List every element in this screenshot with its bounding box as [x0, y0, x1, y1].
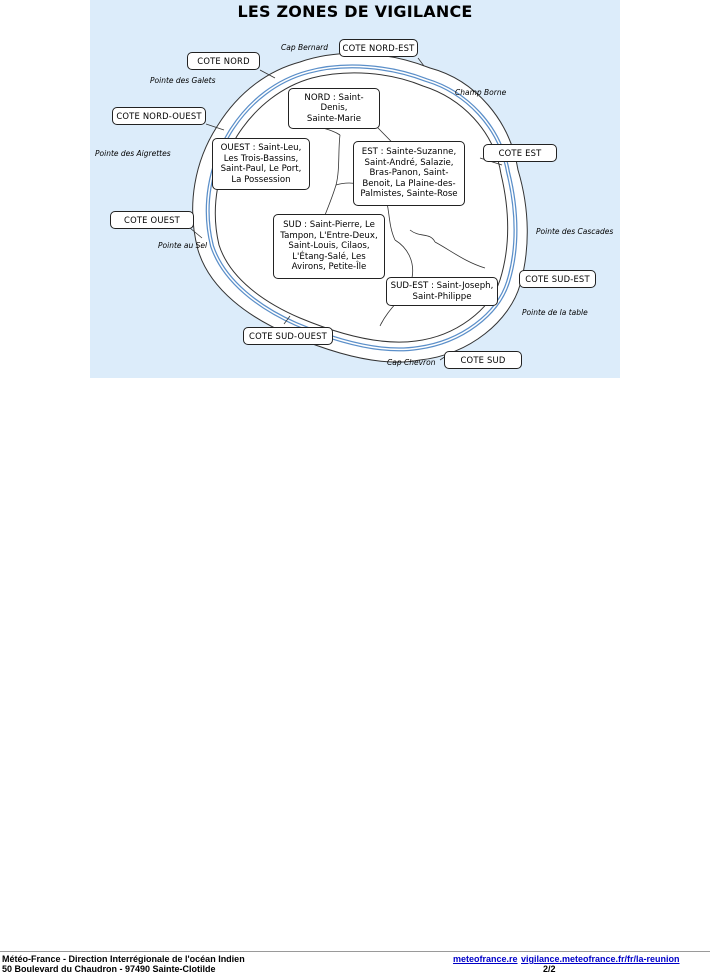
place-pointe-au-sel: Pointe au Sel — [158, 241, 208, 250]
zone-sud-est-box: SUD-EST : Saint-Joseph, Saint-Philippe — [386, 277, 498, 306]
coast-nord-ouest-label: COTE NORD-OUEST — [112, 107, 206, 125]
footer-page-number: 2/2 — [543, 964, 556, 974]
place-champ-borne: Champ Borne — [455, 88, 507, 97]
footer-address: 50 Boulevard du Chaudron - 97490 Sainte-Clotilde — [2, 964, 216, 974]
place-cap-chevron: Cap Chevron — [387, 358, 436, 367]
place-pointe-des-aigrettes: Pointe des Aigrettes — [95, 149, 171, 158]
vigilance-zones-map — [90, 0, 620, 378]
coast-nord-label: COTE NORD — [187, 52, 260, 70]
footer-divider — [0, 951, 710, 952]
place-pointe-de-la-table: Pointe de la table — [522, 308, 588, 317]
zone-ouest-box: OUEST : Saint-Leu, Les Trois-Bassins, Saint-Paul, Le Port, La Possession — [212, 138, 310, 190]
zone-nord-box: NORD : Saint-Denis, Sainte-Marie — [288, 88, 380, 129]
place-pointe-des-cascades: Pointe des Cascades — [536, 227, 614, 236]
footer-link-vigilance[interactable]: vigilance.meteofrance.fr/fr/la-reunion — [521, 954, 680, 964]
coast-nord-est-label: COTE NORD-EST — [339, 39, 418, 57]
coast-est-label: COTE EST — [483, 144, 557, 162]
place-pointe-des-galets: Pointe des Galets — [150, 76, 216, 85]
zone-sud-box: SUD : Saint-Pierre, Le Tampon, L'Entre-Deux, Saint-Louis, Cilaos, L'Étang-Salé, Les Avirons, Petite-Île — [273, 214, 385, 279]
coast-sud-label: COTE SUD — [444, 351, 522, 369]
map-title: LES ZONES DE VIGILANCE — [237, 2, 473, 21]
coast-ouest-label: COTE OUEST — [110, 211, 194, 229]
place-cap-bernard: Cap Bernard — [281, 43, 329, 52]
coast-sud-est-label: COTE SUD-EST — [519, 270, 596, 288]
zone-est-box: EST : Sainte-Suzanne, Saint-André, Salazie, Bras-Panon, Saint- Benoit, La Plaine-des- Palmistes, Sainte-Rose — [353, 141, 465, 206]
coast-sud-ouest-label: COTE SUD-OUEST — [243, 327, 333, 345]
footer-link-meteofrance[interactable]: meteofrance.re — [453, 954, 518, 964]
footer-organization: Météo-France - Direction Interrégionale de l'océan Indien — [2, 954, 245, 964]
